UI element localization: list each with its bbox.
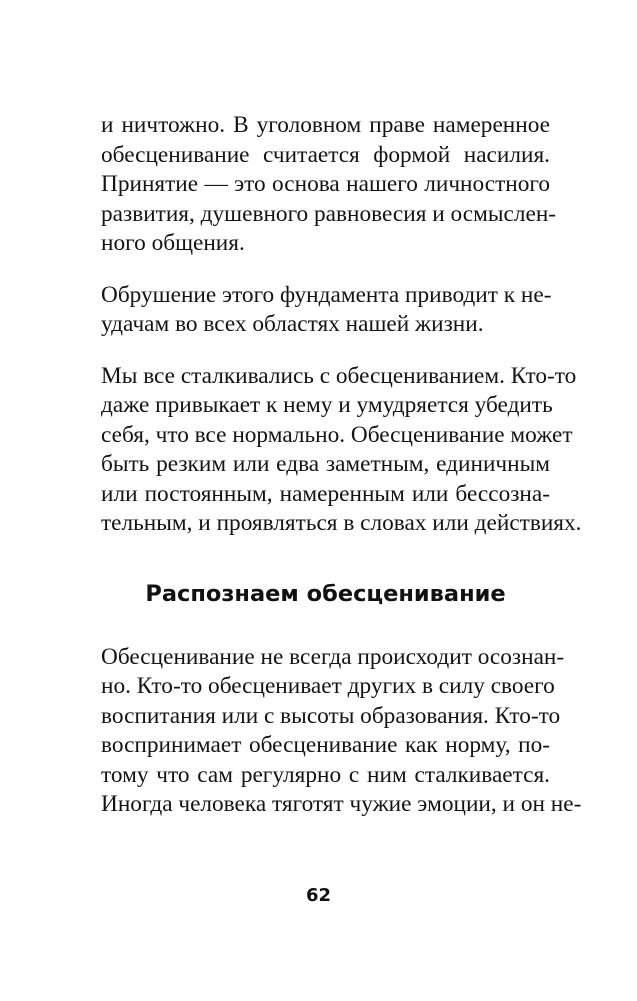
text-line: Обрушение этого фундамента приводит к не- — [101, 281, 552, 308]
paragraph-3 — [101, 362, 582, 539]
text-line: тельным, и проявляться в словах или действиях. — [101, 510, 582, 536]
text-line: тому что сам регулярно с ним сталкивается. — [101, 761, 550, 788]
text-line: и ничтожно. В уголовном праве намеренное — [101, 112, 550, 138]
text-line: Мы все сталкивались с обесцениванием. Кто-то — [101, 362, 577, 389]
text-line: себя, что все нормально. Обесценивание может — [101, 421, 573, 448]
text-line: быть резким или едва заметным, единичным — [101, 451, 550, 477]
text-line: или постоянным, намеренным или бессозна- — [101, 480, 550, 507]
text-line: удачам во всех областях нашей жизни. — [101, 311, 484, 337]
section-heading: Распознаем обесценивание — [145, 580, 506, 607]
text-line: Обесценивание не всегда происходит осознан- — [101, 643, 565, 670]
text-line: развития, душевного равновесия и осмыслен- — [101, 200, 557, 227]
text-line: ного общения. — [101, 230, 245, 256]
text-line: но. Кто-то обесценивает других в силу своего — [101, 673, 555, 699]
paragraph-4 — [101, 643, 582, 820]
text-line: даже привыкает к нему и умудряется убедить — [101, 392, 553, 418]
page-content — [101, 111, 582, 842]
text-line: воспитания или с высоты образования. Кто-то — [101, 702, 561, 729]
paragraph-2 — [101, 281, 550, 340]
text-line: Принятие — это основа нашего личностного — [101, 171, 550, 197]
text-line: воспринимает обесценивание как норму, по- — [101, 732, 550, 758]
paragraph-1 — [101, 111, 557, 259]
text-line: обесценивание считается формой насилия. — [101, 141, 550, 168]
text-line: Иногда человека тяготят чужие эмоции, и он не- — [101, 791, 582, 817]
page-number: 62 — [305, 885, 332, 906]
